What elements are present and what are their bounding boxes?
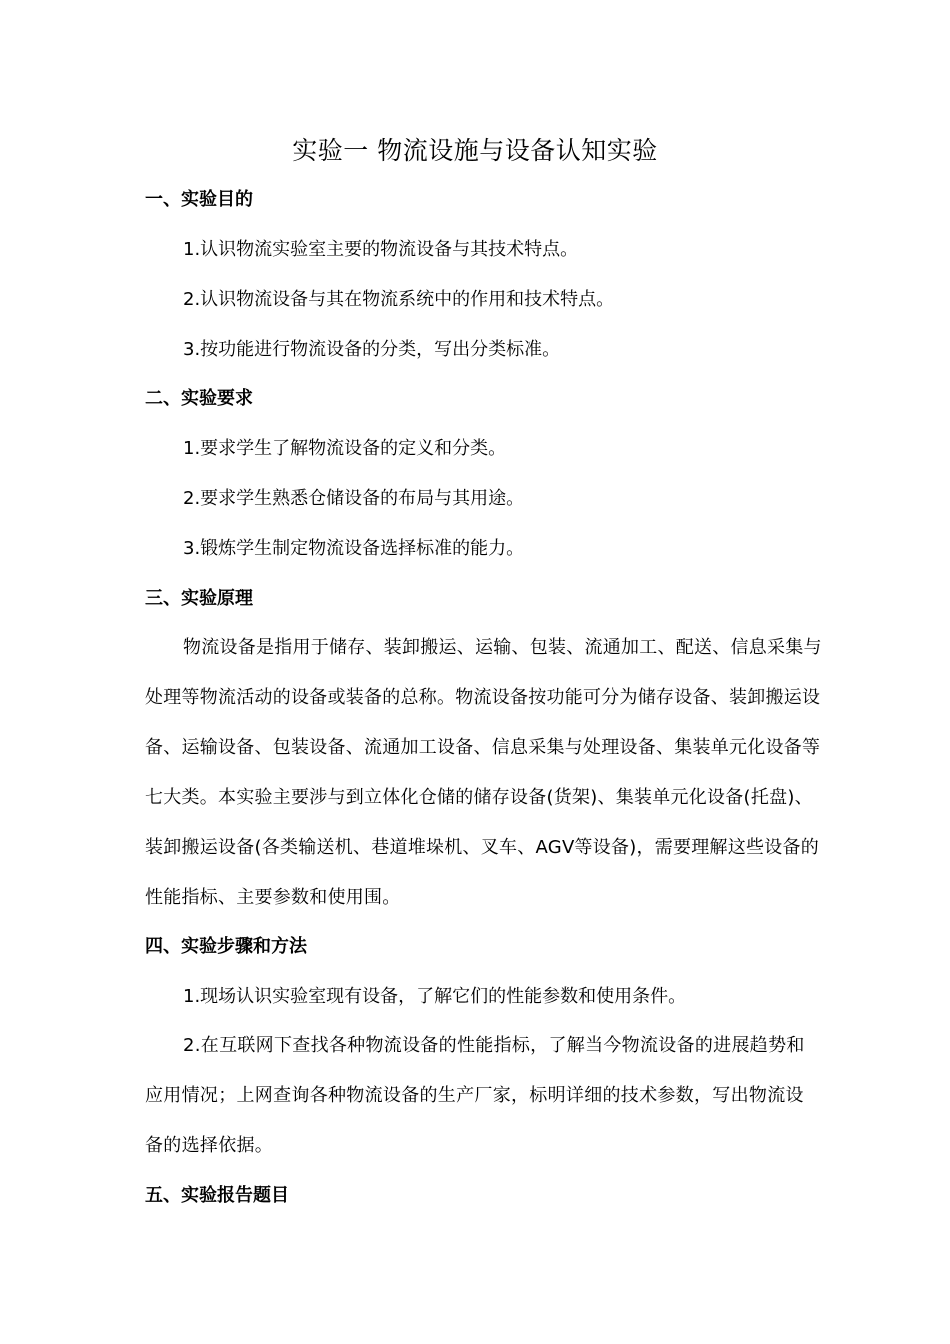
section-heading-report: 五、实验报告题目 (145, 1185, 289, 1206)
document-title: 实验一 物流设施与设备认知实验 (292, 136, 658, 165)
requirements-item-1: 1.要求学生了解物流设备的定义和分类。 (183, 438, 507, 459)
steps-paragraph-2: 2.在互联网下查找各种物流设备的性能指标，了解当今物流设备的进展趋势和应用情况；上网查询各种物流设备的生产厂家，标明详细的技术参数，写出物流设备的选择依据。 (145, 1035, 805, 1156)
requirements-item-3: 3.锻炼学生制定物流设备选择标准的能力。 (183, 538, 525, 559)
section-heading-steps: 四、实验步骤和方法 (145, 936, 307, 957)
purpose-item-3: 3.按功能进行物流设备的分类，写出分类标准。 (183, 339, 561, 360)
purpose-item-2: 2.认识物流设备与其在物流系统中的作用和技术特点。 (183, 289, 615, 310)
section-heading-purpose: 一、实验目的 (145, 189, 253, 210)
steps-item-1: 1.现场认识实验室现有设备，了解它们的性能参数和使用条件。 (183, 986, 687, 1007)
requirements-item-2: 2.要求学生熟悉仓储设备的布局与其用途。 (183, 488, 525, 509)
purpose-item-1: 1.认识物流实验室主要的物流设备与其技术特点。 (183, 239, 579, 260)
section-heading-principle: 三、实验原理 (145, 588, 253, 609)
section-heading-requirements: 二、实验要求 (145, 388, 253, 409)
principle-paragraph: 物流设备是指用于储存、装卸搬运、运输、包装、流通加工、配送、信息采集与处理等物流活动的设备或装备的总称。物流设备按功能可分为储存设备、装卸搬运设备、运输设备、包装设备、流通加工设备、信息采集与处理设备、集装单元化设备等七大类。本实验主要涉与到立体化仓储的储存设备(货架)、集装单元化设备(托盘)、装卸搬运设备(各类输送机、巷道堆垛机、叉车、AGV等设备)，需要理解这些设备的性能指标、主要参数和使用围。 (145, 637, 822, 908)
